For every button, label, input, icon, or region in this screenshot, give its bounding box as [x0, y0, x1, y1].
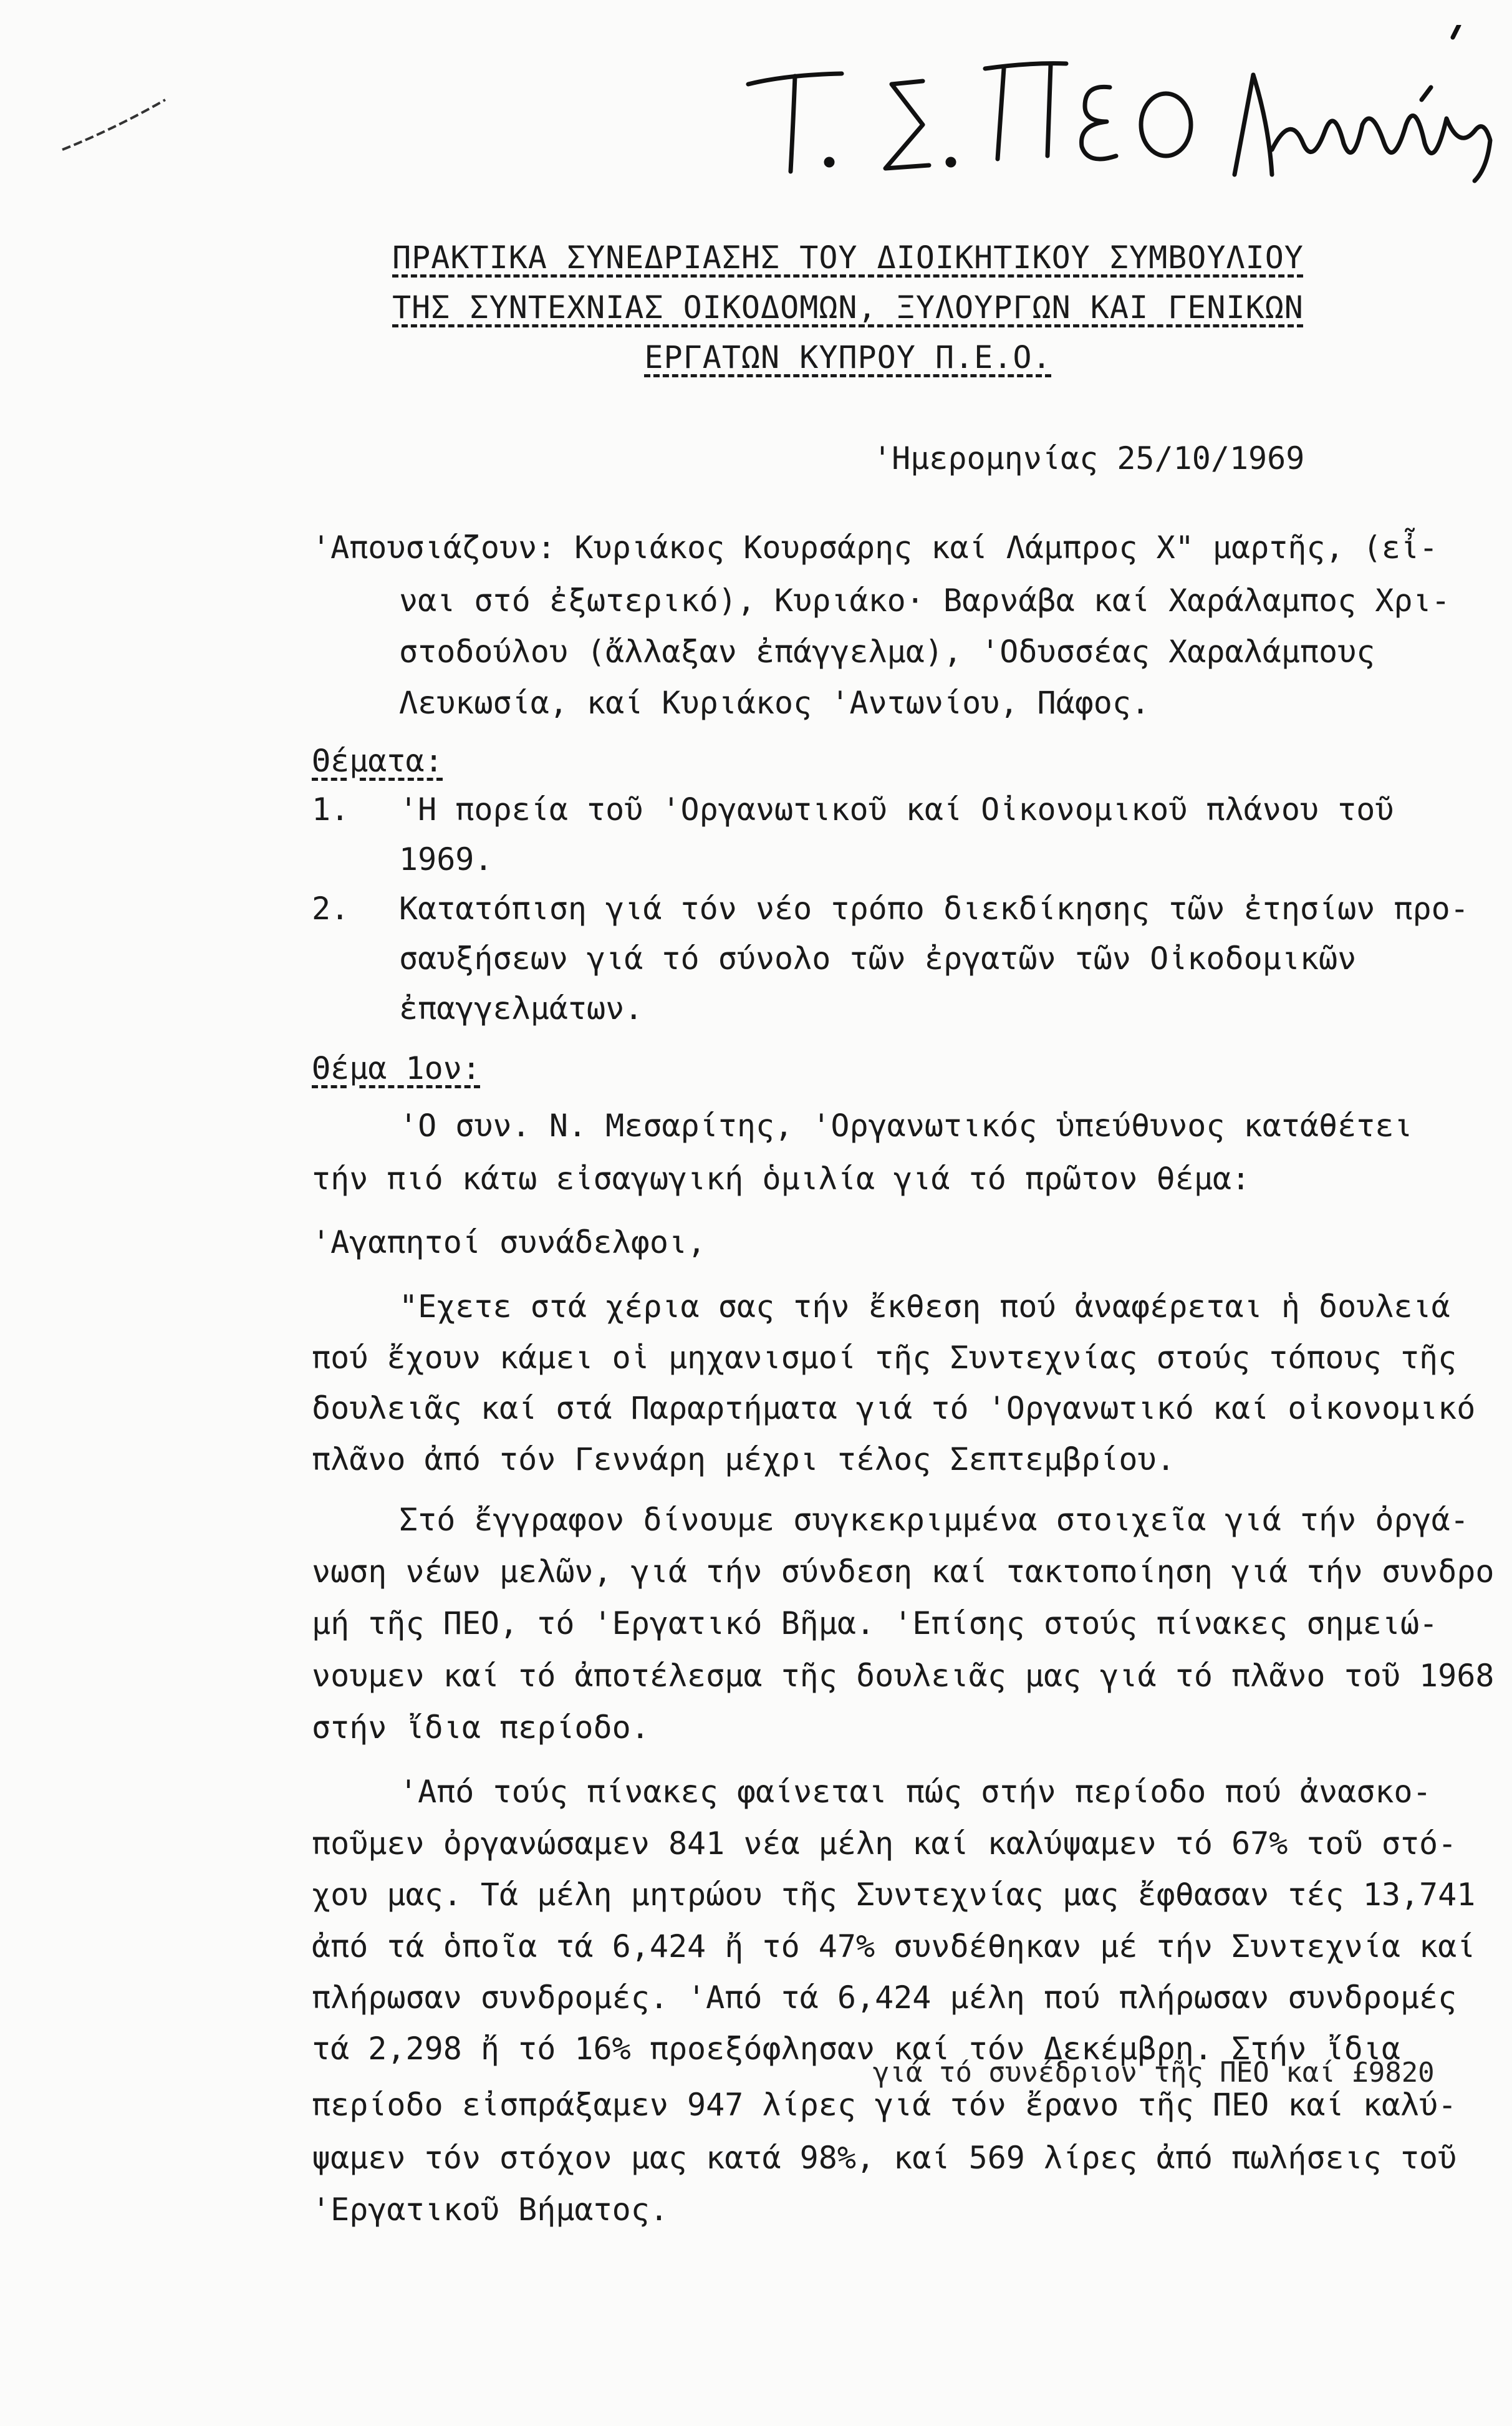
para2-line-4: νουμεν καί τό ἀποτέλεσμα τῆς δουλειᾶς μας γιά τό πλᾶνο τοῦ 1968 [312, 1658, 1495, 1694]
topic-1-heading: Θέμα 1ον: [312, 1050, 481, 1086]
topic-1-line-2: 1969. [399, 841, 493, 877]
para3-line-8: ψαμεν τόν στόχον μας κατά 98%, καί 569 λίρες ἀπό πωλήσεις τοῦ [312, 2140, 1457, 2176]
absent-line-1: 'Απουσιάζουν: Κυριάκος Κουρσάρης καί Λάμπρος Χ" μαρτῆς, (εἶ- [312, 529, 1438, 566]
typed-overwrite: γιά τό συνέδριον τῆς ΠΕΟ καί £9820 [873, 2057, 1435, 2089]
topic-2-line-2: σαυξήσεων γιά τό σύνολο τῶν ἐργατῶν τῶν Οἰκοδομικῶν [399, 940, 1357, 977]
title-line-2: ΤΗΣ ΣΥΝΤΕΧΝΙΑΣ ΟΙΚΟΔΟΜΩΝ, ΞΥΛΟΥΡΓΩΝ ΚΑΙ ΓΕΝΙΚΩΝ [392, 289, 1304, 326]
para2-line-2: νωση νέων μελῶν, γιά τήν σύνδεση καί τακτοποίηση γιά τήν συνδρο [312, 1554, 1495, 1590]
title-line-1: ΠΡΑΚΤΙΚΑ ΣΥΝΕΔΡΙΑΣΗΣ ΤΟΥ ΔΙΟΙΚΗΤΙΚΟΥ ΣΥΜΒΟΥΛΙΟΥ [392, 239, 1304, 276]
para1-line-4: πλᾶνο ἀπό τόν Γεννάρη μέχρι τέλος Σεπτεμβρίου. [312, 1441, 1175, 1477]
topic-2-number: 2. [312, 891, 350, 927]
handwritten-header [736, 25, 1503, 212]
salutation: 'Αγαπητοί συνάδελφοι, [312, 1224, 706, 1260]
title-line-3: ΕΡΓΑΤΩΝ ΚΥΠΡΟΥ Π.Ε.Ο. [644, 339, 1052, 375]
para3-line-2: ποῦμεν ὀργανώσαμεν 841 νέα μέλη καί καλύψαμεν τό 67% τοῦ στό- [312, 1825, 1457, 1862]
absent-line-4: Λευκωσία, καί Κυριάκος 'Αντωνίου, Πάφος. [399, 685, 1150, 721]
para2-line-3: μή τῆς ΠΕΟ, τό 'Εργατικό Βῆμα. 'Επίσης στούς πίνακες σημειώ- [312, 1605, 1438, 1641]
para1-line-3: δουλειᾶς καί στά Παραρτήματα γιά τό 'Οργανωτικό καί οἰκονομικό [312, 1390, 1476, 1426]
para3-line-3: χου μας. Τά μέλη μητρώου τῆς Συντεχνίας μας ἔφθασαν τές 13,741 [312, 1877, 1476, 1913]
meeting-date: 'Ημερομηνίας 25/10/1969 [873, 440, 1305, 476]
absent-line-2: ναι στό ἐξωτερικό), Κυριάκο· Βαρνάβα καί Χαράλαμπος Χρι- [399, 582, 1450, 619]
para3-line-5: πλήρωσαν συνδρομές. 'Από τά 6,424 μέλη πού πλήρωσαν συνδρομές [312, 1979, 1457, 2016]
para3-line-4: ἀπό τά ὁποῖα τά 6,424 ἤ τό 47% συνδέθηκαν μέ τήν Συντεχνία καί [312, 1928, 1476, 1964]
para2-line-5: στήν ἴδια περίοδο. [312, 1709, 650, 1746]
topic-2-line-3: ἐπαγγελμάτων. [399, 990, 643, 1027]
para3-line-9: 'Εργατικοῦ Βήματος. [312, 2192, 668, 2228]
absent-line-3: στοδούλου (ἄλλαξαν ἐπάγγελμα), 'Οδυσσέας Χαραλάμπους [399, 634, 1375, 670]
topic-2-line-1: Κατατόπιση γιά τόν νέο τρόπο διεκδίκησης τῶν ἐτησίων προ- [399, 891, 1469, 927]
para1-line-1: "Εχετε στά χέρια σας τήν ἔκθεση πού ἀναφέρεται ἡ δουλειά [399, 1288, 1450, 1325]
intro-line-2: τήν πιό κάτω εἰσαγωγική ὁμιλία γιά τό πρῶτον θέμα: [312, 1161, 1251, 1197]
para3-line-6: τά 2,298 ἤ τό 16% προεξόφλησαν καί τόν Δεκέμβρη. Στήν ἴδια [312, 2031, 1400, 2067]
topic-1-line-1: 'Η πορεία τοῦ 'Οργανωτικοῦ καί Οἰκονομικοῦ πλάνου τοῦ [399, 791, 1394, 828]
para3-line-7: περίοδο εἰσπράξαμεν 947 λίρες γιά τόν ἔρανο τῆς ΠΕΟ καί καλύ- [312, 2087, 1457, 2123]
intro-line-1: 'Ο συν. Ν. Μεσαρίτης, 'Οργανωτικός ὑπεύθυνος κατάθέτει [399, 1108, 1413, 1144]
para3-line-1: 'Από τούς πίνακες φαίνεται πώς στήν περίοδο πού ἀνασκο- [399, 1774, 1432, 1810]
para1-line-2: πού ἔχουν κάμει οἱ μηχανισμοί τῆς Συντεχνίας στούς τόπους τῆς [312, 1340, 1457, 1376]
para2-line-1: Στό ἔγγραφον δίνουμε συγκεκριμμένα στοιχεῖα γιά τήν ὀργά- [399, 1502, 1469, 1538]
topics-heading: Θέματα: [312, 743, 443, 779]
topic-1-number: 1. [312, 791, 350, 828]
pen-mark [56, 94, 168, 156]
